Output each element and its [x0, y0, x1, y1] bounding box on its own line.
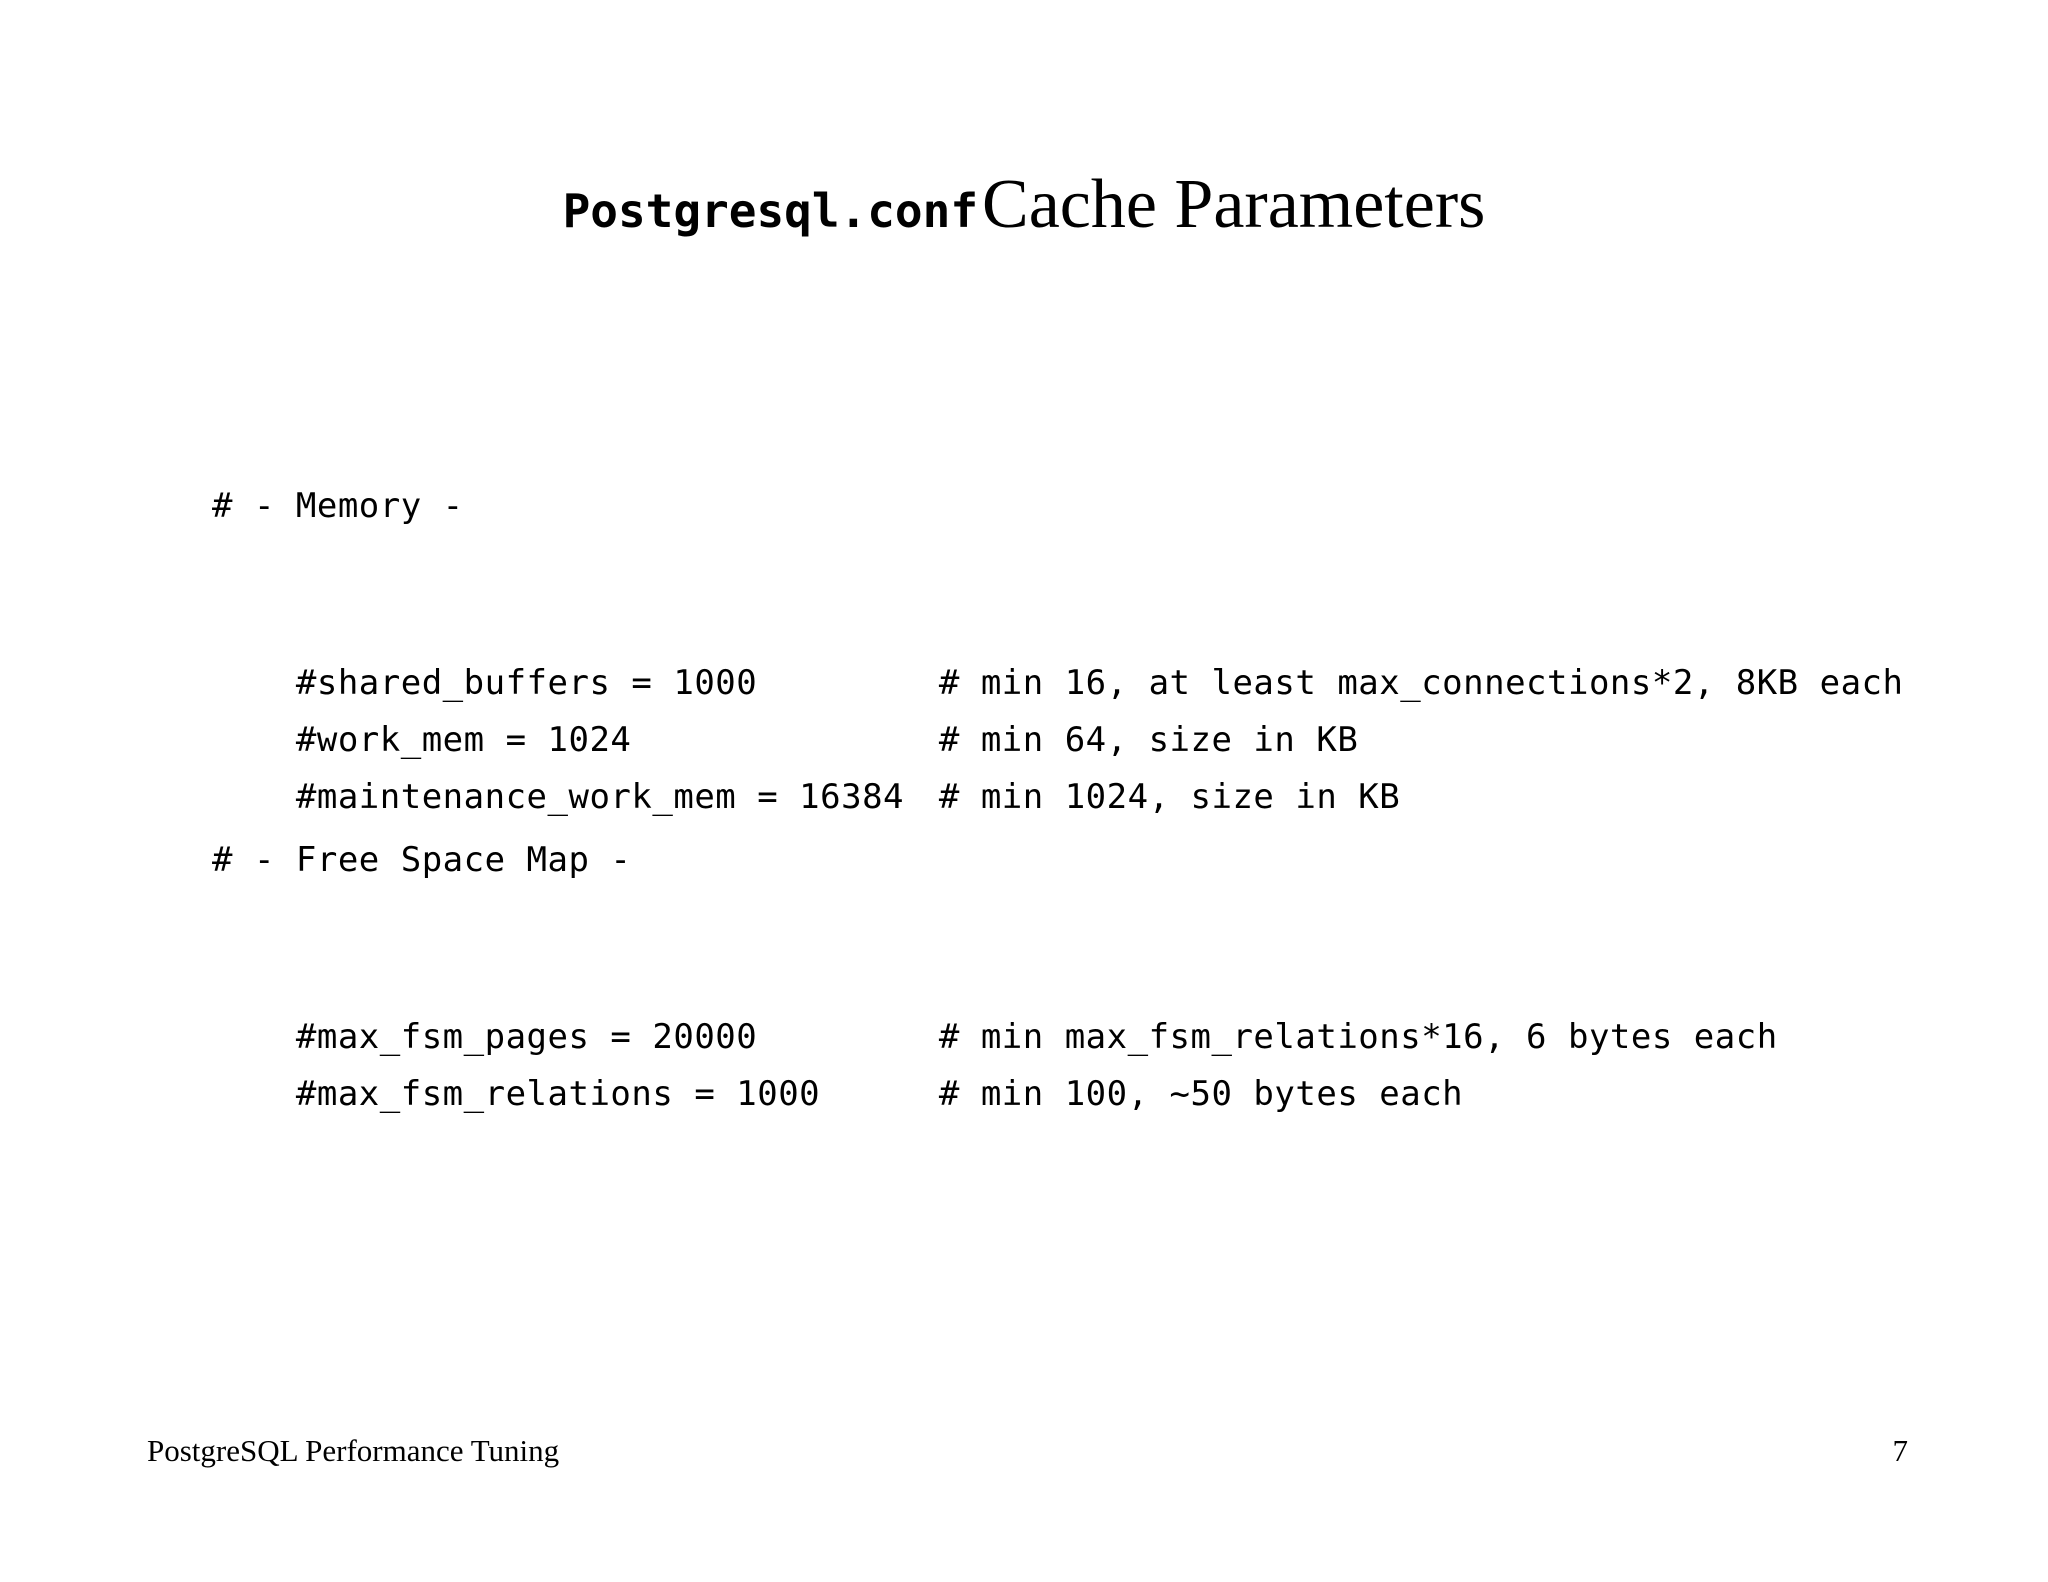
config-code-block	[212, 478, 1912, 1114]
title-text: Cache Parameters	[982, 166, 1486, 243]
config-comment: # min 16, at least max_connections*2, 8KB each	[938, 663, 1904, 703]
config-comment: # min 100, ~50 bytes each	[938, 1074, 1464, 1114]
config-line	[212, 952, 1912, 1057]
config-setting: #work_mem = 1024	[295, 720, 632, 760]
title-code: Postgresql.conf	[562, 184, 979, 238]
config-setting: #maintenance_work_mem = 16384	[295, 777, 905, 817]
fsm-section-header: # - Free Space Map -	[212, 840, 632, 880]
config-line	[212, 598, 1912, 703]
slide-title	[0, 166, 2048, 243]
config-setting: #max_fsm_pages = 20000	[295, 1017, 758, 1057]
page-number: 7	[1892, 1433, 1908, 1468]
config-setting: #max_fsm_relations = 1000	[295, 1074, 821, 1114]
config-setting: #shared_buffers = 1000	[295, 663, 758, 703]
config-comment: # min 64, size in KB	[938, 720, 1359, 760]
config-comment: # min max_fsm_relations*16, 6 bytes each	[938, 1017, 1778, 1057]
config-comment: # min 1024, size in KB	[938, 777, 1401, 817]
memory-section-header: # - Memory -	[212, 486, 464, 526]
footer-title: PostgreSQL Performance Tuning	[147, 1433, 560, 1468]
